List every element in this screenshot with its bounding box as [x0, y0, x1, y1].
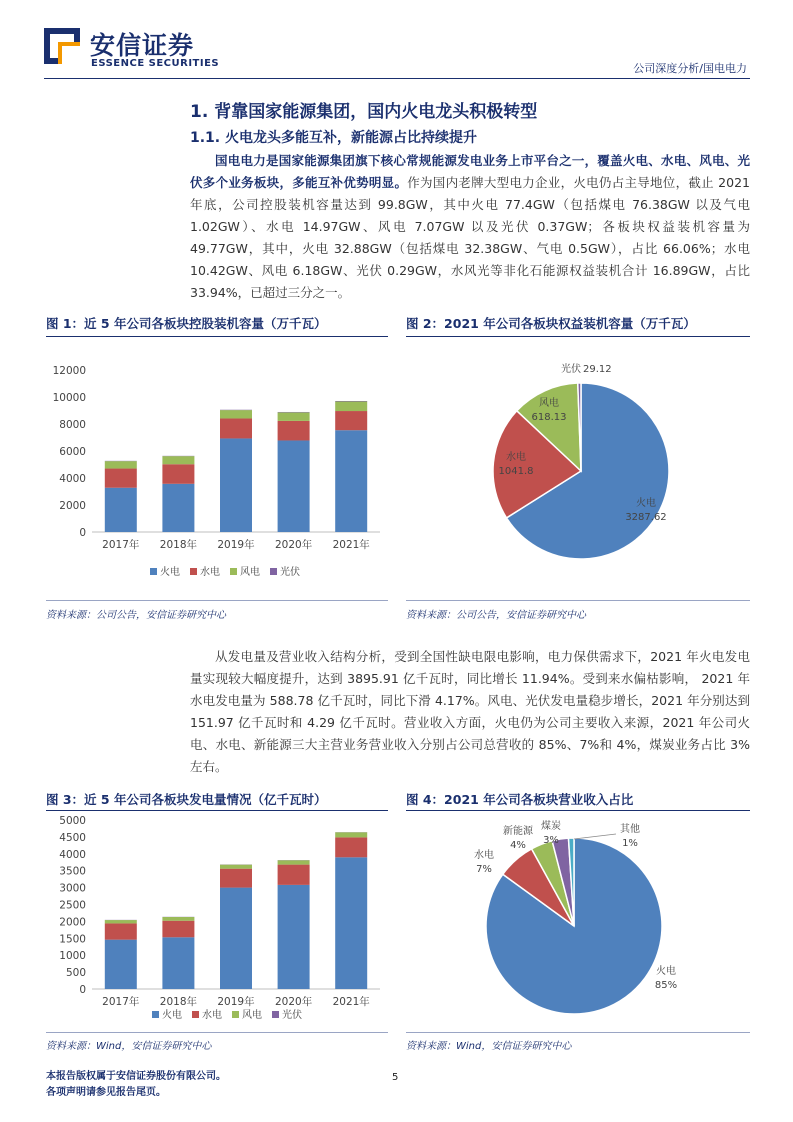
figure-1-rule: [46, 336, 388, 337]
y-tick-label: 3500: [59, 865, 86, 878]
y-tick-label: 3000: [59, 882, 86, 895]
section-heading: 1. 背靠国家能源集团，国内火电龙头积极转型: [190, 102, 538, 122]
figure-2-rule: [406, 336, 750, 337]
y-tick-label: 5000: [59, 815, 86, 827]
figure-1-source: 资料来源：公司公告，安信证券研究中心: [46, 610, 226, 621]
x-tick-label: 2018年: [159, 539, 198, 551]
bar-水电-2017年: [105, 469, 137, 488]
intro-bold-text: 国电电力是国家能源集团旗下核心常规能源发电业务上市平台之一，覆盖火电、水电、风电、光伏多个业务板块，多能互补优势明显。: [190, 153, 750, 190]
bar-水电-2019年: [220, 869, 252, 888]
figure-4-chart: [406, 812, 750, 1030]
bar-水电-2018年: [162, 921, 194, 938]
y-tick-label: 12000: [52, 365, 86, 377]
figure-1-title: 图 1：近 5 年公司各板块控股装机容量（万千瓦）: [46, 316, 327, 331]
legend-label: 水电: [200, 567, 220, 578]
figure-4-source-rule: [406, 1032, 750, 1033]
bar-水电-2017年: [105, 923, 137, 939]
y-tick-label: 4000: [59, 473, 86, 485]
pie-value-label: 3%: [543, 835, 559, 846]
pie-value-label: 1041.8: [498, 466, 534, 477]
header-divider: [44, 78, 750, 79]
legend-swatch: [272, 1011, 279, 1018]
pie-value-label: 85%: [654, 980, 678, 991]
analysis-paragraph: [190, 646, 750, 778]
bar-水电-2018年: [162, 464, 194, 484]
pie-value-label: 1%: [622, 838, 638, 849]
x-tick-label: 2017年: [102, 996, 140, 1008]
figure-2-source: 资料来源：公司公告，安信证券研究中心: [406, 610, 586, 621]
pie-leader-line: [574, 834, 616, 839]
pie-category-label: 光伏: [561, 364, 581, 375]
figure-3-title: 图 3：近 5 年公司各板块发电量情况（亿千瓦时）: [46, 792, 327, 807]
bar-风电-2017年: [105, 461, 137, 468]
figure-2-source-rule: [406, 600, 750, 601]
pie-value-label: 4%: [510, 840, 526, 851]
bar-风电-2017年: [105, 920, 137, 923]
figure-3-chart: [46, 812, 388, 1030]
x-tick-label: 2021年: [332, 539, 370, 551]
figure-3-rule: [46, 810, 388, 811]
bar-火电-2019年: [220, 888, 252, 989]
legend-swatch: [230, 568, 237, 575]
legend-label: 风电: [240, 567, 260, 578]
x-tick-label: 2021年: [332, 996, 370, 1008]
y-tick-label: 4000: [59, 848, 86, 861]
bar-风电-2021年: [335, 832, 367, 837]
figure-4-title: 图 4：2021 年公司各板块营业收入占比: [406, 792, 634, 807]
legend-label: 光伏: [280, 567, 300, 578]
bar-风电-2019年: [220, 410, 252, 418]
bar-水电-2020年: [278, 421, 310, 441]
bar-火电-2020年: [278, 440, 310, 532]
y-tick-label: 2000: [59, 500, 86, 512]
bar-水电-2021年: [335, 411, 367, 430]
logo-icon: [44, 28, 80, 64]
pie-category-label: 水电: [506, 452, 526, 463]
legend-label: 光伏: [282, 1010, 302, 1021]
legend-label: 火电: [162, 1010, 182, 1021]
bar-火电-2017年: [105, 488, 137, 532]
y-tick-label: 1500: [59, 933, 86, 946]
legend-swatch: [232, 1011, 239, 1018]
logo-text-cn: 安信证券: [90, 31, 195, 60]
x-tick-label: 2017年: [102, 539, 140, 551]
figure-1-source-rule: [46, 600, 388, 601]
y-tick-label: 6000: [59, 446, 86, 458]
pie-category-label: 煤炭: [541, 821, 561, 832]
pie-category-label: 其他: [620, 824, 640, 835]
x-tick-label: 2018年: [159, 996, 198, 1008]
subsection-heading: 1.1. 火电龙头多能互补，新能源占比持续提升: [190, 130, 477, 146]
footer-disclaimer: [46, 1069, 226, 1101]
y-tick-label: 0: [79, 984, 86, 996]
figure-2-chart: [406, 346, 750, 596]
bar-火电-2017年: [105, 940, 137, 989]
legend-label: 火电: [160, 567, 180, 578]
figure-2-title: 图 2：2021 年公司各板块权益装机容量（万千瓦）: [406, 316, 696, 331]
intro-paragraph: [190, 150, 750, 304]
figure-4-source: 资料来源：Wind，安信证券研究中心: [406, 1041, 572, 1052]
legend-swatch: [150, 568, 157, 575]
bar-水电-2021年: [335, 837, 367, 857]
y-tick-label: 8000: [59, 419, 86, 431]
footer-line-2: 各项声明请参见报告尾页。: [46, 1087, 166, 1098]
bar-风电-2018年: [162, 917, 194, 921]
legend-label: 水电: [202, 1010, 222, 1021]
bar-火电-2018年: [162, 484, 194, 532]
y-tick-label: 10000: [52, 392, 86, 404]
pie-value-label: 29.12: [583, 364, 612, 375]
y-tick-label: 0: [79, 527, 86, 539]
pie-category-label: 风电: [539, 398, 559, 409]
figure-3-source-rule: [46, 1032, 388, 1033]
bar-火电-2020年: [278, 885, 310, 989]
figure-3-source: 资料来源：Wind，安信证券研究中心: [46, 1041, 212, 1052]
x-tick-label: 2020年: [274, 996, 313, 1008]
bar-水电-2019年: [220, 418, 252, 438]
x-tick-label: 2020年: [274, 539, 313, 551]
figure-1-chart: [46, 346, 388, 596]
bar-水电-2020年: [278, 865, 310, 885]
pie-category-label: 火电: [636, 498, 656, 509]
page-number: 5: [392, 1072, 399, 1083]
y-tick-label: 1000: [59, 950, 86, 963]
y-tick-label: 2000: [59, 916, 86, 929]
y-tick-label: 500: [65, 967, 86, 980]
x-tick-label: 2019年: [217, 539, 255, 551]
pie-category-label: 水电: [474, 850, 494, 861]
bar-火电-2018年: [162, 937, 194, 989]
bar-火电-2021年: [335, 430, 367, 532]
x-tick-label: 2019年: [217, 996, 255, 1008]
legend-swatch: [190, 568, 197, 575]
bar-风电-2020年: [278, 412, 310, 421]
y-tick-label: 2500: [59, 899, 86, 912]
y-tick-label: 4500: [59, 831, 86, 844]
bar-风电-2020年: [278, 860, 310, 864]
bar-风电-2021年: [335, 401, 367, 411]
pie-category-label: 新能源: [503, 826, 533, 837]
analysis-text: 从发电量及营业收入结构分析，受到全国性缺电限电影响，电力保供需求下，2021 年火电发电量实现较大幅度提升，达到 3895.91 亿千瓦时，同比增长 11.94%。受到来水偏枯影响， 2021 年水电发电量为 588.78 亿千瓦时，同比下滑 4.17%。风电、光伏发电量稳步增长，2021 年分别达到 151.97 亿千瓦时和 4.29 亿千瓦时。营业收入方面，火电仍为公司主要收入来源，2021 年公司火电、水电、新能源三大主营业务营业收入分别占公司总营收的 85%、7%和 4%，煤炭业务占比 3%左右。: [190, 649, 750, 774]
pie-category-label: 火电: [656, 966, 676, 977]
bar-风电-2018年: [162, 456, 194, 464]
pie-value-label: 3287.62: [625, 512, 667, 523]
logo-text-en: ESSENCE SECURITIES: [91, 58, 220, 69]
report-category: 公司深度分析/国电电力: [633, 62, 747, 75]
bar-风电-2019年: [220, 865, 252, 869]
pie-value-label: 7%: [476, 864, 492, 875]
intro-text: 作为国内老牌大型电力企业，火电仍占主导地位，截止 2021 年底，公司控股装机容量达到 99.8GW，其中火电 77.4GW（包括煤电 76.38GW 以及气电 1.02GW）、水电 14.97GW、风电 7.07GW 以及光伏 0.37GW；各板块权益装机容量为 49.77GW，其中，火电 32.88GW（包括煤电 32.38GW、气电 0.5GW），占比 66.06%；水电 10.42GW、风电 6.18GW、光伏 0.29GW，水风光等非化石能源权益装机合计 16.89GW，占比 33.94%，已超过三分之一。: [190, 175, 750, 300]
pie-value-label: 618.13: [531, 412, 567, 423]
footer-line-1: 本报告版权属于安信证券股份有限公司。: [46, 1071, 226, 1082]
legend-swatch: [270, 568, 277, 575]
legend-swatch: [192, 1011, 199, 1018]
figure-4-rule: [406, 810, 750, 811]
bar-火电-2019年: [220, 438, 252, 532]
legend-swatch: [152, 1011, 159, 1018]
legend-label: 风电: [242, 1010, 262, 1021]
bar-火电-2021年: [335, 857, 367, 989]
